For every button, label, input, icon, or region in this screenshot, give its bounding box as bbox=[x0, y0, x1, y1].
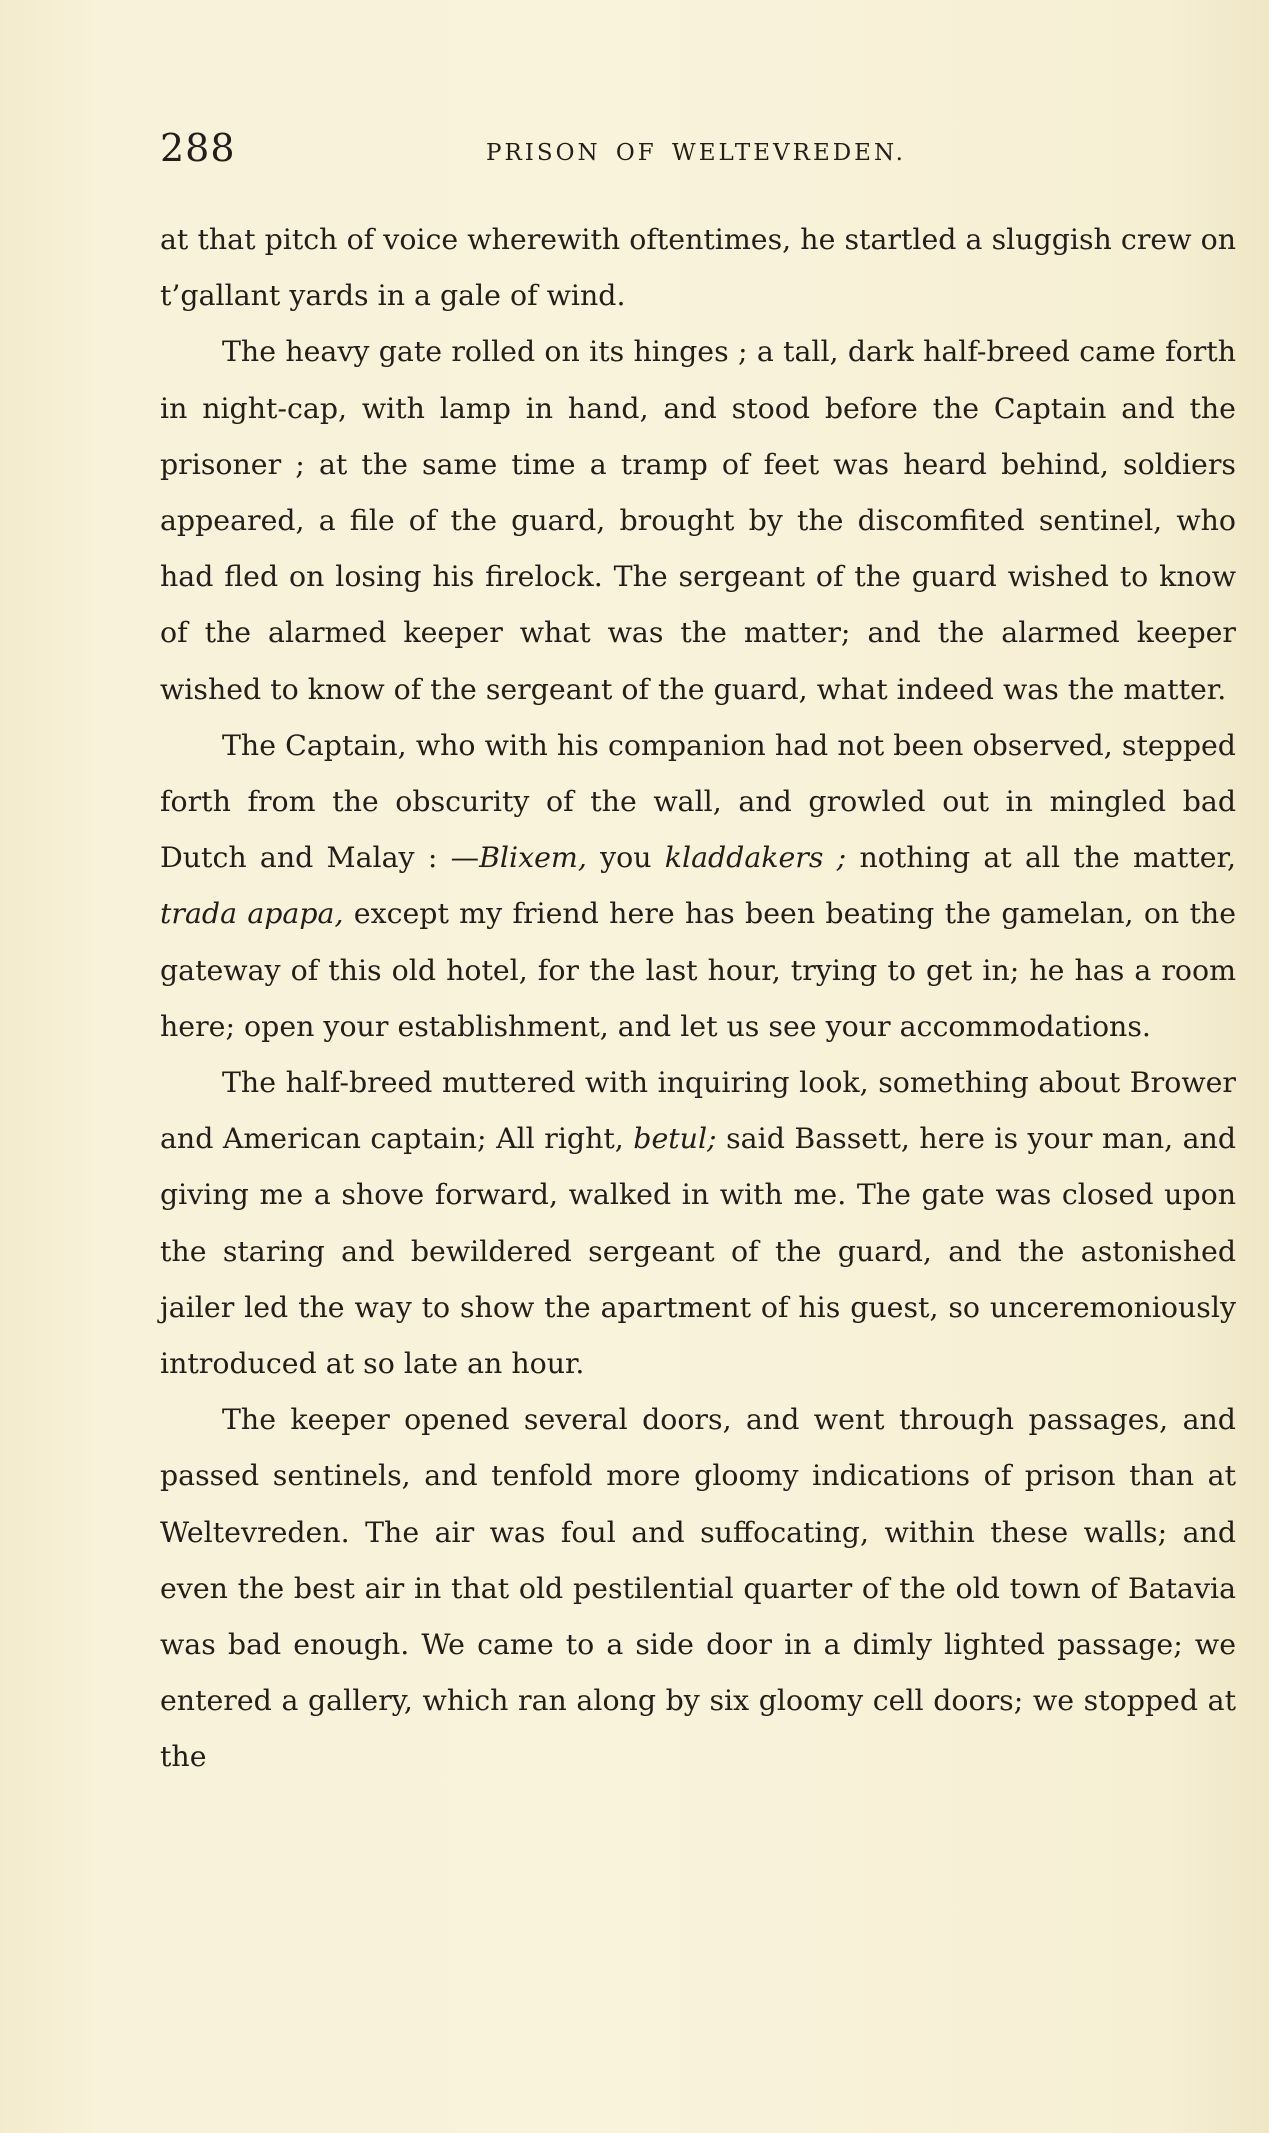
text-run: at that pitch of voice wherewith oftentimes, he startled a sluggish crew on t’gallant yards in a gale of wind. bbox=[160, 223, 1236, 313]
page-header bbox=[160, 120, 1236, 180]
text-run: you bbox=[586, 841, 665, 875]
paragraph bbox=[160, 324, 1236, 717]
text-run: The Captain, who with his companion had not been observed, stepped forth from the obscurity of the wall, and growled out in mingled bad Dutch and Malay : — bbox=[160, 728, 1236, 875]
text-run: The heavy gate rolled on its hinges ; a tall, dark half-breed came forth in night-cap, with lamp in hand, and stood before the Captain and the prisoner ; at the same time a tramp of feet was heard behind, soldiers appeared, a file of the guard, brought by the discomfited sentinel, who had fled on losing his firelock. The sergeant of the guard wished to know of the alarmed keeper what was the matter; and the alarmed keeper wished to know of the sergeant of the guard, what indeed was the matter. bbox=[160, 335, 1236, 706]
italic-phrase: kladdakers ; bbox=[664, 841, 847, 875]
paragraph bbox=[160, 1392, 1236, 1785]
italic-phrase: Blixem, bbox=[479, 841, 587, 875]
text-run: The half-breed muttered with inquiring look, something about Brower and American captain; All right, bbox=[160, 1066, 1236, 1156]
text-run: except my friend here has been beating the gamelan, on the gateway of this old hotel, for the last hour, trying to get in; he has a room here; open your establishment, and let us see your accommodations. bbox=[160, 897, 1236, 1043]
page-number: 288 bbox=[160, 126, 236, 170]
text-run: nothing at all the matter, bbox=[846, 841, 1237, 875]
text-run: The keeper opened several doors, and went through passages, and passed sentinels, and tenfold more gloomy indications of prison than at Weltevreden. The air was foul and suffocating, within these walls; and even the best air in that old pestilential quarter of the old town of Batavia was bad enough. We came to a side door in a dimly lighted passage; we entered a gallery, which ran along by six gloomy cell doors; we stopped at the bbox=[160, 1403, 1236, 1774]
body-text bbox=[160, 212, 1236, 1786]
paragraph bbox=[160, 718, 1236, 1055]
running-head: PRISON OF WELTEVREDEN. bbox=[486, 140, 906, 166]
text-run: said Bassett, here is your man, and giving me a shove forward, walked in with me. The gate was closed upon the staring and bewildered sergeant of the guard, and the astonished jailer led the way to show the apartment of his guest, so unceremoniously introduced at so late an hour. bbox=[160, 1122, 1237, 1381]
italic-phrase: trada apapa, bbox=[160, 897, 344, 931]
italic-phrase: betul; bbox=[633, 1122, 717, 1156]
paragraph bbox=[160, 212, 1236, 324]
paragraph bbox=[160, 1055, 1236, 1392]
